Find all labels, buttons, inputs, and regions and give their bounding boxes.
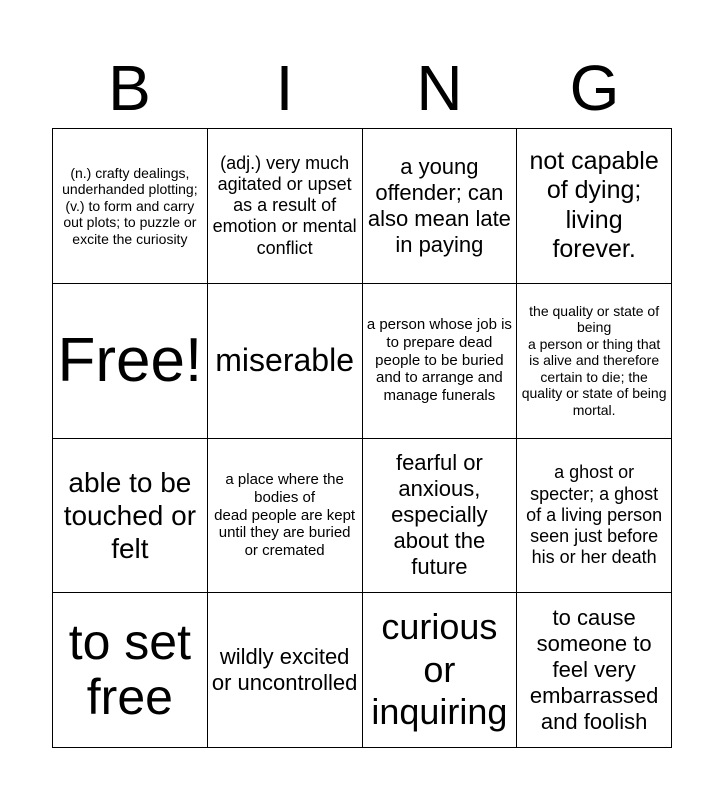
bingo-cell[interactable]: (n.) crafty dealings, underhanded plotting; (v.) to form and carry out plots; to puzzle or excite the curiosity (53, 129, 208, 284)
bingo-cell[interactable]: to cause someone to feel very embarrassed and foolish (517, 593, 672, 748)
bingo-cell[interactable]: a person whose job is to prepare dead people to be buried and to arrange and manage funerals (363, 284, 518, 439)
bingo-cell[interactable]: a place where the bodies of dead people are kept until they are buried or cremated (208, 439, 363, 594)
bingo-cell[interactable]: a young offender; can also mean late in paying (363, 129, 518, 284)
bingo-board (52, 128, 672, 748)
bingo-cell[interactable]: a ghost or specter; a ghost of a living person seen just before his or her death (517, 439, 672, 594)
header-letter-i: I (275, 52, 294, 124)
bingo-cell[interactable]: wildly excited or uncontrolled (208, 593, 363, 748)
header-letter-g: G (569, 52, 620, 124)
bingo-cell[interactable]: able to be touched or felt (53, 439, 208, 594)
header-letter-b: B (108, 52, 151, 124)
header-letter-n: N (416, 52, 463, 124)
bingo-cell[interactable]: fearful or anxious, especially about the future (363, 439, 518, 594)
bingo-cell[interactable]: curious or inquiring (363, 593, 518, 748)
bingo-cell[interactable]: not capable of dying; living forever. (517, 129, 672, 284)
bingo-cell[interactable]: (adj.) very much agitated or upset as a result of emotion or mental conflict (208, 129, 363, 284)
bingo-cell[interactable]: miserable (208, 284, 363, 439)
bingo-cell[interactable]: the quality or state of being a person or thing that is alive and therefore certain to die; the quality or state of being mortal. (517, 284, 672, 439)
bingo-free-cell[interactable]: Free! (53, 284, 208, 439)
bingo-cell[interactable]: to set free (53, 593, 208, 748)
bingo-header (52, 48, 672, 128)
